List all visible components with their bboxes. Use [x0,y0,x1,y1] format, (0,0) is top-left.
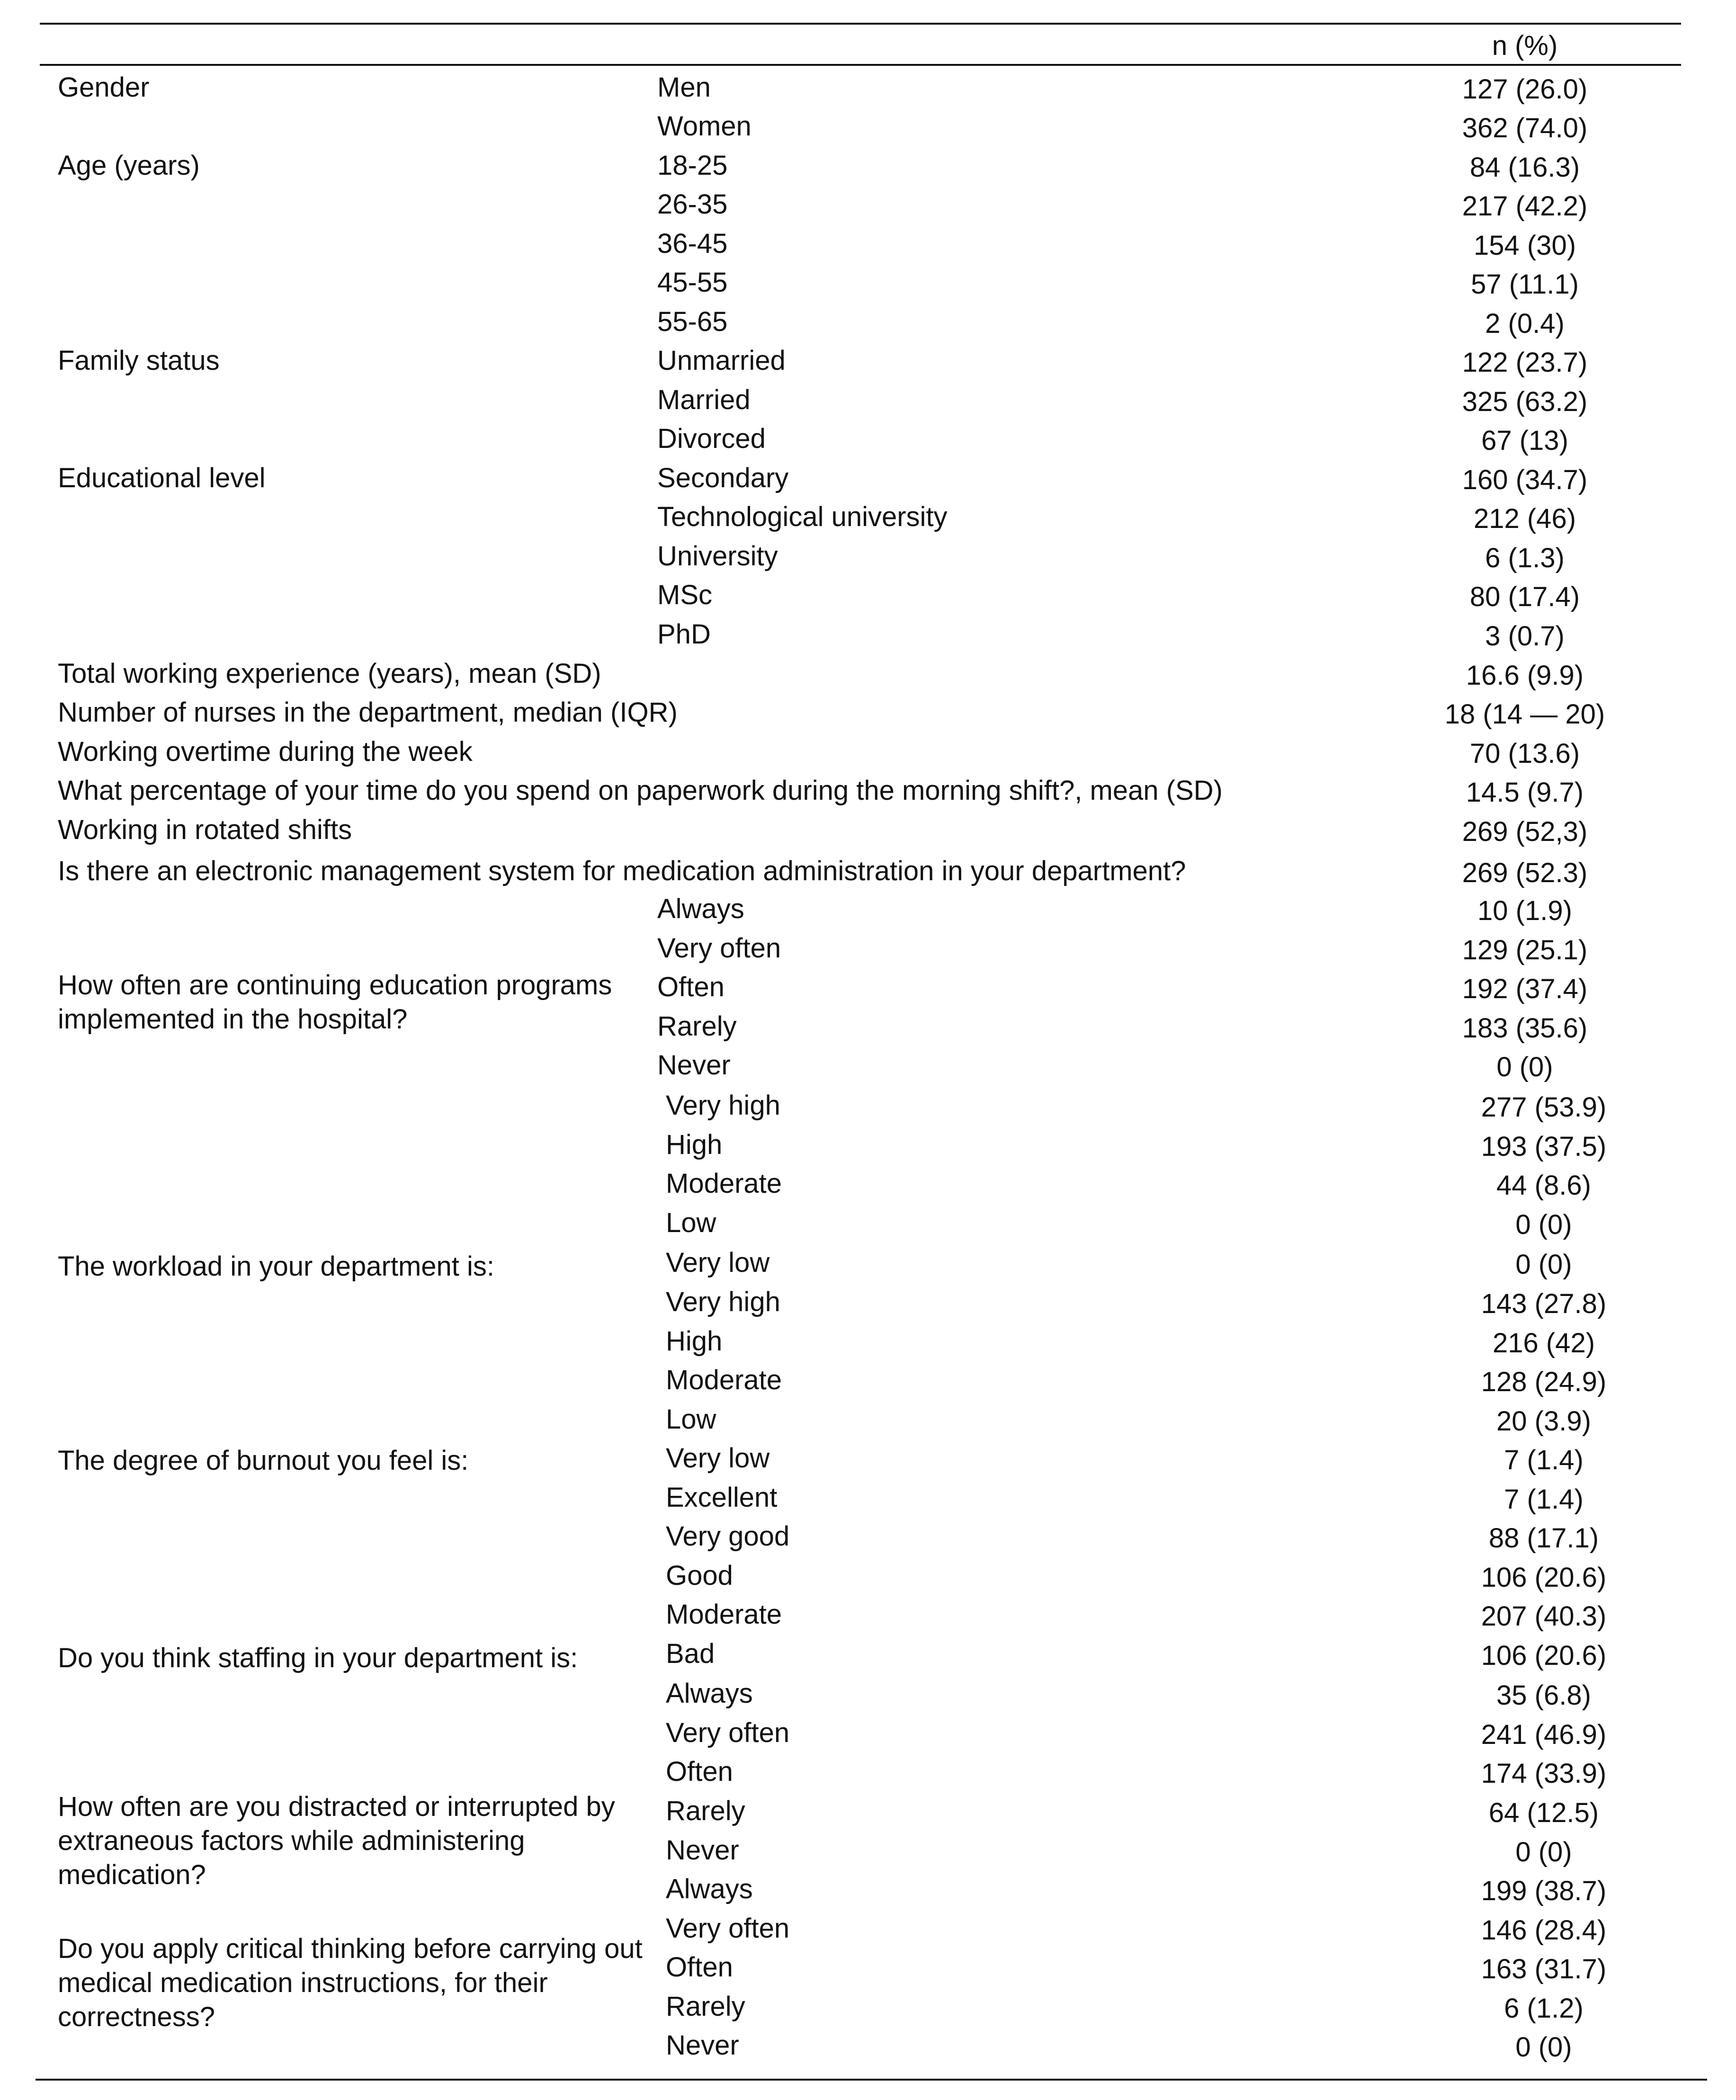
row-group-label: The degree of burnout you feel is: [58,1445,469,1476]
value-cell: 128 (24.9) [1481,1367,1607,1397]
category-cell: Secondary [657,463,789,493]
category-cell: Rarely [657,1011,737,1042]
value-cell: 192 (37.4) [1462,974,1588,1004]
value-cell: 160 (34.7) [1462,465,1588,495]
row-group-label: Educational level [58,463,266,493]
value-cell: 362 (74.0) [1462,113,1588,143]
row-group-label: Number of nurses in the department, median (IQR) [58,697,678,728]
value-cell: 6 (1.3) [1485,543,1565,573]
category-cell: Moderate [666,1599,782,1630]
value-cell: 2 (0.4) [1485,308,1565,339]
category-cell: PhD [657,619,711,650]
row-group-label: Age (years) [58,150,200,181]
category-cell: Moderate [666,1365,782,1395]
category-cell: Moderate [666,1168,782,1199]
value-cell: 67 (13) [1481,425,1568,456]
category-cell: Never [666,2030,739,2061]
category-cell: Often [657,972,725,1002]
category-cell: Very often [657,933,781,964]
row-group-label: The workload in your department is: [58,1251,494,1282]
value-cell: 217 (42.2) [1462,191,1588,222]
category-cell: Low [666,1404,716,1435]
column-header-n-percent: n (%) [1492,30,1558,61]
value-cell: 0 (0) [1496,1052,1553,1082]
category-cell: Rarely [666,1991,745,2022]
category-cell: Very low [666,1443,770,1474]
bottom-rule [36,2079,1707,2081]
row-group-label: Is there an electronic management system for medication administration in your department? [58,856,1186,886]
value-cell: 241 (46.9) [1481,1719,1607,1750]
value-cell: 70 (13.6) [1469,738,1580,769]
value-cell: 14.5 (9.7) [1466,777,1584,808]
row-group-label: Working in rotated shifts [58,814,352,845]
row-group-label: Gender [58,72,150,103]
category-cell: Very high [666,1090,780,1121]
value-cell: 10 (1.9) [1477,895,1572,926]
value-cell: 154 (30) [1473,230,1576,261]
category-cell: Never [657,1050,731,1081]
row-group-label: How often are you distracted or interrupted by extraneous factors while administering medication? [58,1791,615,1890]
category-cell: 36-45 [657,228,728,259]
row-group-label: Total working experience (years), mean (SD) [58,658,601,689]
value-cell: 88 (17.1) [1488,1523,1599,1554]
category-cell: Good [666,1560,733,1591]
value-cell: 7 (1.4) [1504,1484,1584,1515]
value-cell: 0 (0) [1515,1209,1572,1240]
row-group-label: Family status [58,345,220,376]
header-rule [40,64,1681,66]
value-cell: 3 (0.7) [1485,621,1565,652]
value-cell: 277 (53.9) [1481,1092,1607,1123]
category-cell: Very good [666,1521,790,1552]
category-cell: Always [666,1678,753,1709]
value-cell: 80 (17.4) [1469,581,1580,612]
category-cell: Often [666,1756,733,1787]
category-cell: Very often [666,1913,790,1944]
category-cell: University [657,541,778,572]
category-cell: 26-35 [657,189,728,220]
value-cell: 269 (52,3) [1462,816,1588,847]
row-group-label: Do you apply critical thinking before carrying out medical medication instructions, for their correctness? [58,1933,643,2032]
value-cell: 212 (46) [1473,503,1576,534]
value-cell: 325 (63.2) [1462,386,1588,417]
value-cell: 129 (25.1) [1462,935,1588,965]
value-cell: 0 (0) [1515,1837,1572,1868]
value-cell: 269 (52.3) [1462,858,1588,888]
category-cell: Married [657,384,751,415]
value-cell: 146 (28.4) [1481,1915,1607,1946]
category-cell: High [666,1326,723,1357]
category-cell: Bad [666,1638,715,1669]
category-cell: Very low [666,1247,770,1278]
row-group-label: How often are continuing education programs implemented in the hospital? [58,970,612,1035]
value-cell: 35 (6.8) [1496,1680,1591,1711]
top-rule [40,23,1681,25]
category-cell: Always [657,894,744,924]
value-cell: 0 (0) [1515,1249,1572,1280]
category-cell: Men [657,72,711,103]
value-cell: 174 (33.9) [1481,1758,1607,1789]
value-cell: 16.6 (9.9) [1466,660,1584,691]
category-cell: Very often [666,1717,790,1748]
value-cell: 44 (8.6) [1496,1170,1591,1201]
category-cell: Rarely [666,1796,745,1826]
category-cell: High [666,1129,723,1160]
value-cell: 0 (0) [1515,2032,1572,2063]
value-cell: 183 (35.6) [1462,1013,1588,1044]
category-cell: Low [666,1207,716,1238]
category-cell: Unmarried [657,345,786,376]
value-cell: 199 (38.7) [1481,1876,1607,1906]
category-cell: 55-65 [657,306,728,337]
value-cell: 57 (11.1) [1471,269,1579,300]
category-cell: Very high [666,1287,780,1317]
category-cell: Always [666,1874,753,1904]
value-cell: 193 (37.5) [1481,1131,1607,1162]
value-cell: 64 (12.5) [1488,1797,1599,1828]
category-cell: Technological university [657,501,948,532]
value-cell: 6 (1.2) [1504,1993,1584,2024]
value-cell: 20 (3.9) [1496,1406,1591,1437]
category-cell: MSc [657,580,712,610]
value-cell: 106 (20.6) [1481,1562,1607,1593]
category-cell: Divorced [657,423,766,454]
category-cell: 45-55 [657,267,728,298]
value-cell: 207 (40.3) [1481,1601,1607,1632]
category-cell: Often [666,1952,733,1983]
row-group-label: What percentage of your time do you spend on paperwork during the morning shift?, mean (SD) [58,775,1223,806]
value-cell: 143 (27.8) [1481,1288,1607,1319]
category-cell: Excellent [666,1482,778,1513]
category-cell: 18-25 [657,150,728,181]
value-cell: 122 (23.7) [1462,347,1588,378]
category-cell: Never [666,1835,739,1866]
value-cell: 106 (20.6) [1481,1640,1607,1671]
value-cell: 216 (42) [1492,1328,1595,1358]
category-cell: Women [657,111,752,142]
row-group-label: Do you think staffing in your department is: [58,1643,578,1673]
value-cell: 7 (1.4) [1504,1445,1584,1475]
row-group-label: Working overtime during the week [58,736,473,767]
value-cell: 163 (31.7) [1481,1954,1607,1984]
value-cell: 127 (26.0) [1462,74,1588,105]
value-cell: 84 (16.3) [1469,152,1580,183]
value-cell: 18 (14 — 20) [1444,699,1605,730]
